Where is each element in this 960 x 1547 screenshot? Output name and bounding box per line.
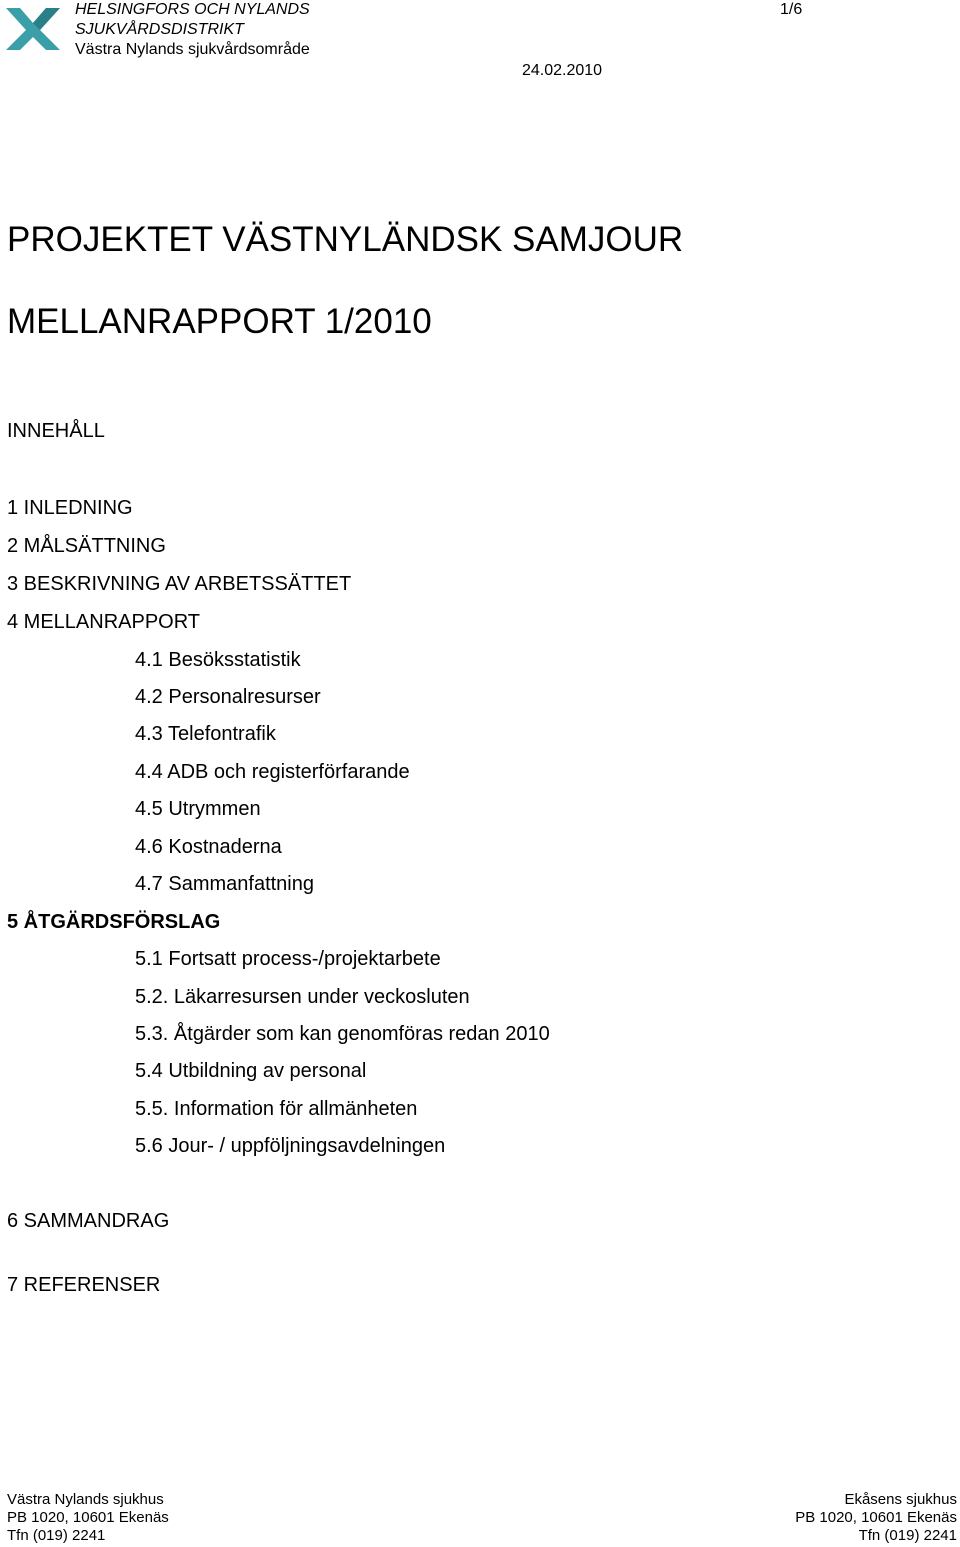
toc-item-4-1: 4.1 Besöksstatistik	[135, 649, 301, 671]
toc-item-6: 6 SAMMANDRAG	[7, 1210, 170, 1232]
header-org-line2: SJUKVÅRDSDISTRIKT	[75, 21, 244, 38]
toc-item-4-7: 4.7 Sammanfattning	[135, 873, 314, 895]
toc-item-4-3: 4.3 Telefontrafik	[135, 723, 276, 745]
toc-item-4-5: 4.5 Utrymmen	[135, 798, 261, 820]
toc-item-1: 1 INLEDNING	[7, 497, 133, 519]
footer-left-name: Västra Nylands sjukhus	[7, 1491, 164, 1508]
toc-item-5: 5 ÅTGÄRDSFÖRSLAG	[7, 911, 221, 933]
toc-item-5-3: 5.3. Åtgärder som kan genomföras redan 2010	[135, 1023, 550, 1045]
document-subtitle: MELLANRAPPORT 1/2010	[7, 302, 432, 341]
toc-item-2: 2 MÅLSÄTTNING	[7, 535, 166, 557]
footer-right-address: PB 1020, 10601 Ekenäs	[795, 1509, 957, 1526]
toc-item-4-6: 4.6 Kostnaderna	[135, 836, 282, 858]
toc-item-4-4: 4.4 ADB och registerförfarande	[135, 761, 410, 783]
footer-right-name: Ekåsens sjukhus	[844, 1491, 957, 1508]
footer-left-phone: Tfn (019) 2241	[7, 1527, 106, 1544]
document-title: PROJEKTET VÄSTNYLÄNDSK SAMJOUR	[7, 220, 684, 259]
header-org-line3: Västra Nylands sjukvårdsområde	[75, 41, 310, 58]
header-org-line1: HELSINGFORS OCH NYLANDS	[75, 1, 310, 18]
footer-right-phone: Tfn (019) 2241	[858, 1527, 957, 1544]
toc-item-5-1: 5.1 Fortsatt process-/projektarbete	[135, 948, 441, 970]
toc-item-3: 3 BESKRIVNING AV ARBETSSÄTTET	[7, 573, 352, 595]
toc-item-5-5: 5.5. Information för allmänheten	[135, 1098, 418, 1120]
toc-item-7: 7 REFERENSER	[7, 1274, 161, 1296]
toc-item-5-2: 5.2. Läkarresursen under veckosluten	[135, 986, 470, 1008]
hus-logo	[4, 6, 62, 52]
toc-item-5-4: 5.4 Utbildning av personal	[135, 1060, 367, 1082]
toc-item-4: 4 MELLANRAPPORT	[7, 611, 201, 633]
header-date: 24.02.2010	[522, 62, 603, 79]
page-number: 1/6	[780, 1, 803, 18]
toc-heading: INNEHÅLL	[7, 420, 105, 442]
toc-item-5-6: 5.6 Jour- / uppföljningsavdelningen	[135, 1135, 446, 1157]
footer-left-address: PB 1020, 10601 Ekenäs	[7, 1509, 169, 1526]
toc-item-4-2: 4.2 Personalresurser	[135, 686, 321, 708]
